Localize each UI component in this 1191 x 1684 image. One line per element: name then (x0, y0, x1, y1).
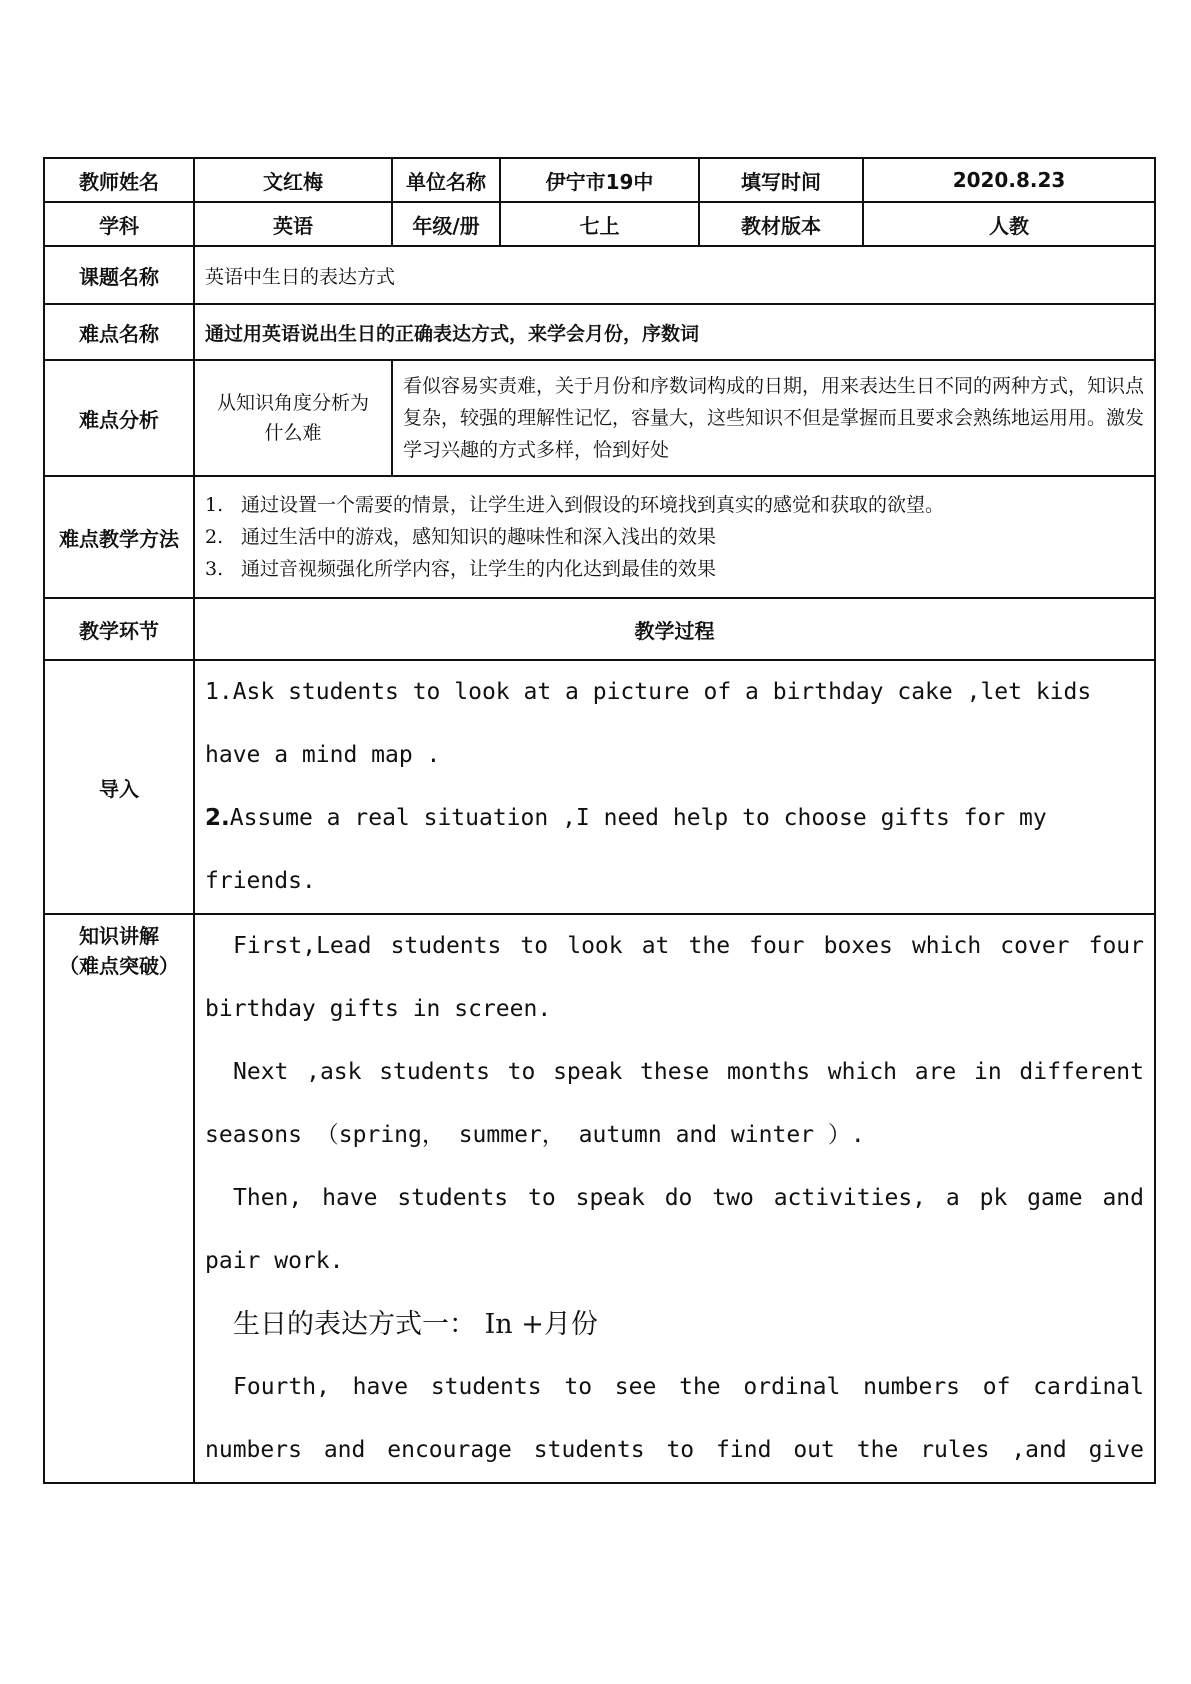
topic-label: 课题名称 (44, 246, 194, 304)
intro-line-2: have a mind map . (205, 742, 441, 768)
knowledge-p5b: numbers and encourage students to find out the rules ,and give (205, 1437, 1144, 1463)
edition-label: 教材版本 (699, 202, 863, 246)
teacher-value: 文红梅 (194, 158, 392, 202)
methods-list (195, 489, 1154, 585)
grade-value: 七上 (500, 202, 699, 246)
intro-content (194, 660, 1155, 914)
intro-label: 导入 (44, 660, 194, 914)
unit-value: 伊宁市19中 (500, 158, 699, 202)
unit-label: 单位名称 (392, 158, 500, 202)
intro-line-1: 1.Ask students to look at a picture of a birthday cake ,let kids (205, 679, 1092, 705)
knowledge-p2b: seasons （spring， summer， autumn and winter ）. (205, 1122, 865, 1148)
list-item: 3. 通过音视频强化所学内容，让学生的内化达到最佳的效果 (205, 558, 717, 580)
process-title: 教学过程 (194, 598, 1155, 660)
intro-line-4: friends. (205, 868, 316, 894)
process-header-row (44, 598, 1155, 660)
analysis-sub-label: 从知识角度分析为什么难 (194, 360, 392, 476)
list-item: 2. 通过生活中的游戏，感知知识的趣味性和深入浅出的效果 (205, 526, 717, 548)
header-row-2 (44, 202, 1155, 246)
knowledge-p2a: Next ,ask students to speak these months which are in different (233, 1059, 1144, 1085)
knowledge-row (44, 914, 1155, 1483)
date-label: 填写时间 (699, 158, 863, 202)
knowledge-p1a: First,Lead students to look at the four boxes which cover four (233, 933, 1144, 959)
knowledge-p1b: birthday gifts in screen. (205, 996, 552, 1022)
grade-label: 年级/册 (392, 202, 500, 246)
header-row-1 (44, 158, 1155, 202)
intro-line-3: 2.Assume a real situation ,I need help to choose gifts for my (205, 805, 1047, 831)
topic-row (44, 246, 1155, 304)
knowledge-label: 知识讲解 （难点突破） (44, 914, 194, 1483)
analysis-label: 难点分析 (44, 360, 194, 476)
difficulty-label: 难点名称 (44, 304, 194, 360)
teacher-label: 教师姓名 (44, 158, 194, 202)
analysis-row (44, 360, 1155, 476)
methods-label: 难点教学方法 (44, 476, 194, 598)
knowledge-p5a: Fourth, have students to see the ordinal numbers of cardinal (233, 1374, 1144, 1400)
list-item: 1. 通过设置一个需要的情景，让学生进入到假设的环境找到真实的感觉和获取的欲望。 (205, 494, 945, 516)
difficulty-value: 通过用英语说出生日的正确表达方式，来学会月份，序数词 (194, 304, 1155, 360)
knowledge-p3a: Then, have students to speak do two activities, a pk game and (233, 1185, 1144, 1211)
topic-value: 英语中生日的表达方式 (194, 246, 1155, 304)
methods-row (44, 476, 1155, 598)
subject-value: 英语 (194, 202, 392, 246)
lesson-plan-table (43, 157, 1156, 1484)
edition-value: 人教 (863, 202, 1155, 246)
knowledge-p3b: pair work. (205, 1248, 344, 1274)
subject-label: 学科 (44, 202, 194, 246)
knowledge-content (194, 914, 1155, 1483)
process-label: 教学环节 (44, 598, 194, 660)
intro-row (44, 660, 1155, 914)
date-value: 2020.8.23 (863, 158, 1155, 202)
difficulty-row (44, 304, 1155, 360)
knowledge-p4: 生日的表达方式一： In +月份 (233, 1309, 598, 1340)
methods-cell (194, 476, 1155, 598)
analysis-text: 看似容易实责难，关于月份和序数词构成的日期，用来表达生日不同的两种方式，知识点复杂，较强的理解性记忆，容量大，这些知识不但是掌握而且要求会熟练地运用用。激发学习兴趣的方式多样，恰到好处 (392, 360, 1155, 476)
